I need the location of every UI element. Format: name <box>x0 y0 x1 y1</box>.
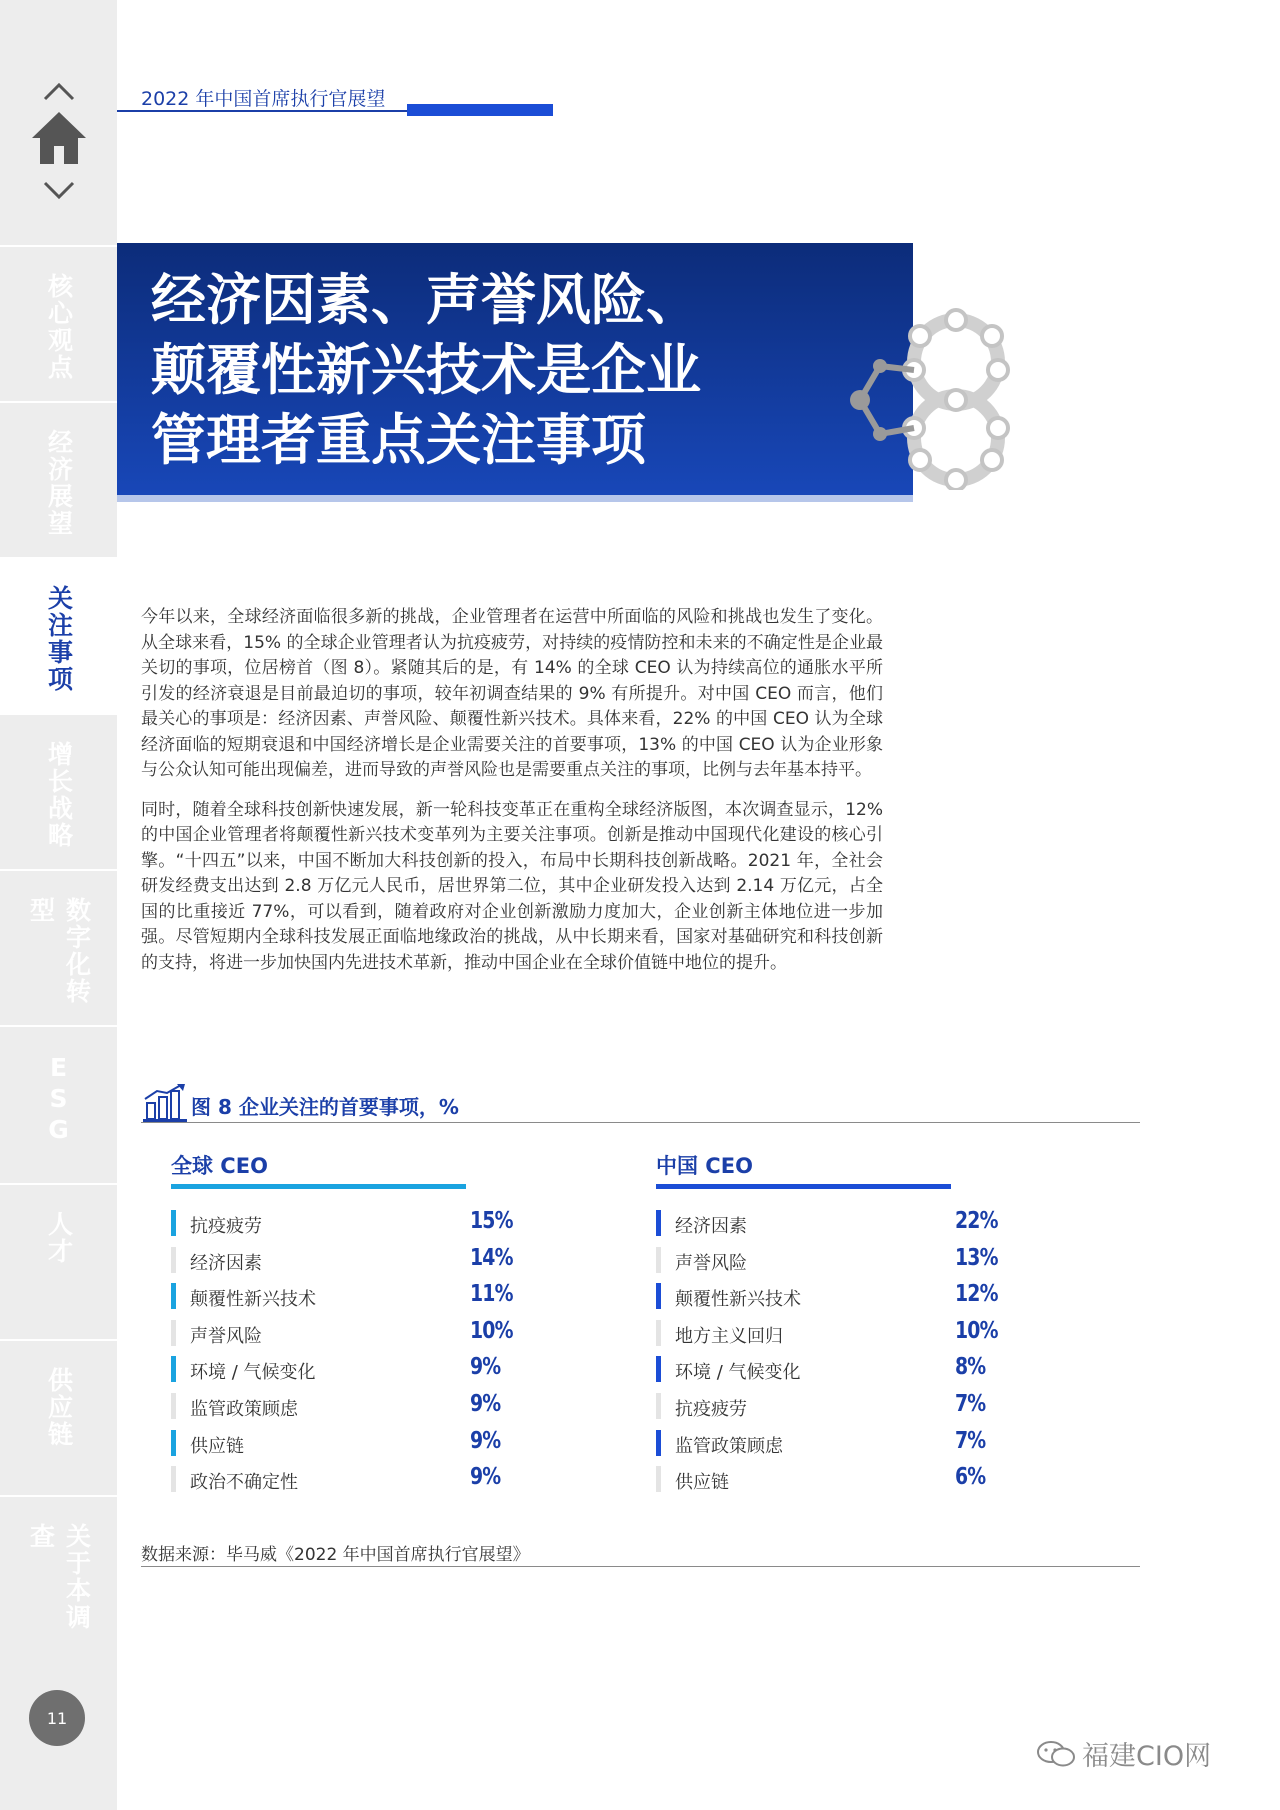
row-label: 供应链 <box>675 1472 729 1494</box>
panel-title: 全球 CEO <box>171 1154 268 1178</box>
row-marker <box>656 1393 661 1419</box>
row-label: 政治不确定性 <box>190 1472 298 1494</box>
row-marker <box>656 1320 661 1346</box>
row-value: 9% <box>470 1354 501 1381</box>
sidebar-tab[interactable] <box>0 401 117 557</box>
table-row <box>656 1425 986 1462</box>
row-value: 12% <box>955 1281 998 1308</box>
sidebar-tab[interactable] <box>0 1025 117 1181</box>
row-marker <box>656 1356 661 1382</box>
watermark <box>1036 1734 1211 1773</box>
table-row <box>171 1315 513 1352</box>
row-label: 监管政策顾虑 <box>675 1435 783 1457</box>
table-row <box>656 1205 998 1242</box>
chevron-up-icon[interactable] <box>42 80 76 102</box>
sidebar-tab-label: 关注事项 <box>44 585 74 693</box>
sidebar-tab-label: 人才 <box>44 1211 74 1265</box>
paragraph: 同时，随着全球科技创新快速发展，新一轮科技变革正在重构全球经济版图，本次调查显示，12% 的中国企业管理者将颠覆性新兴技术变革列为主要关注事项。创新是推动中国现代化建设的核心引擎。“十四五”以来，中国不断加大科技创新的投入，布局中长期科技创新战略。2021 年，全社会研发经费支出达到 2.8 万亿元人民币，居世界第二位，其中企业研发投入达到 2.14 万亿元，占全国的比重接近 77%，可以看到，随着政府对企业创新激励力度加大，企业创新主体地位进一步加强。尽管短期内全球科技发展正面临地缘政治的挑战，从中长期来看，国家对基础研究和科技创新的支持，将进一步加快国内先进技术革新，推动中国企业在全球价值链中地位的提升。 <box>141 799 883 973</box>
row-marker <box>171 1320 176 1346</box>
sidebar-tab[interactable] <box>0 713 117 869</box>
sidebar-tab-label: 关于本调查 <box>26 1523 92 1631</box>
row-label: 供应链 <box>190 1435 244 1457</box>
table-row <box>656 1315 998 1352</box>
row-label: 声誉风险 <box>675 1252 747 1274</box>
row-marker <box>171 1247 176 1273</box>
section-title-line: 经济因素、声誉风险、 <box>151 268 702 332</box>
sidebar-tab[interactable] <box>0 557 117 713</box>
sidebar <box>0 0 117 1810</box>
panel-global-ceo <box>171 1150 513 1498</box>
table-row <box>171 1205 513 1242</box>
row-value: 9% <box>470 1390 501 1417</box>
row-marker <box>171 1283 176 1309</box>
table-row <box>656 1388 986 1425</box>
page-number: 11 <box>29 1690 85 1746</box>
sidebar-tab[interactable] <box>0 1183 117 1339</box>
panel-rule <box>656 1184 951 1189</box>
table-row <box>656 1278 998 1315</box>
figure-title: 图 8 企业关注的首要事项，% <box>191 1095 459 1119</box>
header-rule <box>117 110 407 112</box>
table-row <box>171 1351 501 1388</box>
row-label: 经济因素 <box>190 1252 262 1274</box>
panel-rule <box>171 1184 466 1189</box>
row-value: 14% <box>470 1244 513 1271</box>
bar-chart-icon <box>141 1083 189 1123</box>
sidebar-tab-label: 核心观点 <box>44 273 74 381</box>
sidebar-tab[interactable] <box>0 1495 117 1651</box>
row-value: 7% <box>955 1390 986 1417</box>
row-marker <box>656 1466 661 1492</box>
header-accent-bar <box>407 104 553 116</box>
paragraph: 今年以来，全球经济面临很多新的挑战，企业管理者在运营中所面临的风险和挑战也发生了变化。从全球来看，15% 的全球企业管理者认为抗疫疲劳，对持续的疫情防控和未来的不确定性是企业最关切的事项，位居榜首（图 8）。紧随其后的是，有 14% 的全球 CEO 认为持续高位的通胀水平所引发的经济衰退是目前最迫切的事项，较年初调查结果的 9% 有所提升。对中国 CEO 而言，他们最关心的事项是：经济因素、声誉风险、颠覆性新兴技术。具体来看，22% 的中国 CEO 认为全球经济面临的短期衰退和中国经济增长是企业需要关注的首要事项，13% 的中国 CEO 认为企业形象与公众认知可能出现偏差，进而导致的声誉风险也是需要重点关注的事项，比例与去年基本持平。 <box>141 607 883 780</box>
row-value: 9% <box>470 1464 501 1491</box>
row-label: 环境 / 气候变化 <box>190 1362 316 1384</box>
row-marker <box>171 1430 176 1456</box>
row-label: 颠覆性新兴技术 <box>675 1289 801 1311</box>
sidebar-nav-controls <box>0 0 117 245</box>
sidebar-tab[interactable] <box>0 1339 117 1495</box>
table-row <box>656 1242 998 1279</box>
row-marker <box>171 1466 176 1492</box>
section-banner <box>117 243 913 495</box>
sidebar-tab[interactable] <box>0 245 117 401</box>
table-row <box>171 1388 501 1425</box>
section-title-line: 颠覆性新兴技术是企业 <box>151 338 702 402</box>
row-label: 抗疫疲劳 <box>190 1216 262 1237</box>
row-marker <box>656 1283 661 1309</box>
row-label: 抗疫疲劳 <box>675 1398 747 1420</box>
watermark-text: 福建CIO网 <box>1082 1741 1212 1772</box>
table-row <box>656 1351 986 1388</box>
panel-rows <box>656 1205 998 1498</box>
row-label: 声誉风险 <box>190 1325 262 1347</box>
sidebar-tab-label: 增长战略 <box>44 741 74 849</box>
chevron-down-icon[interactable] <box>42 180 76 202</box>
row-marker <box>171 1210 176 1236</box>
sidebar-tab-label: ESG <box>44 1053 73 1146</box>
row-value: 22% <box>955 1208 998 1234</box>
home-icon[interactable] <box>30 110 88 166</box>
row-value: 7% <box>955 1427 986 1454</box>
row-label: 地方主义回归 <box>675 1325 783 1347</box>
panel-title: 中国 CEO <box>656 1154 753 1178</box>
data-source: 数据来源：毕马威《2022 年中国首席执行官展望》 <box>141 1545 530 1565</box>
report-title: 2022 年中国首席执行官展望 <box>141 88 386 110</box>
row-marker <box>656 1210 661 1236</box>
wechat-icon <box>1036 1739 1076 1769</box>
panel-china-ceo <box>656 1150 998 1498</box>
row-value: 10% <box>470 1317 513 1344</box>
sidebar-tab-label: 供应链 <box>44 1367 74 1448</box>
article-body <box>141 605 883 990</box>
row-value: 15% <box>470 1208 513 1234</box>
row-label: 颠覆性新兴技术 <box>190 1289 316 1311</box>
table-row <box>171 1425 501 1462</box>
row-value: 13% <box>955 1244 998 1271</box>
banner-underline <box>117 495 913 502</box>
row-marker <box>656 1247 661 1273</box>
molecule-decoration-icon <box>846 300 1030 490</box>
row-value: 10% <box>955 1317 998 1344</box>
row-marker <box>656 1430 661 1456</box>
section-title-line: 管理者重点关注事项 <box>151 408 647 472</box>
row-marker <box>171 1356 176 1382</box>
table-row <box>171 1278 513 1315</box>
sidebar-tab[interactable] <box>0 869 117 1025</box>
sidebar-tab-label: 数字化转型 <box>26 897 92 1005</box>
section-title <box>151 265 811 475</box>
row-label: 环境 / 气候变化 <box>675 1362 801 1384</box>
table-row <box>171 1242 513 1279</box>
table-row <box>171 1461 501 1498</box>
panel-rows <box>171 1205 513 1498</box>
row-label: 监管政策顾虑 <box>190 1398 298 1420</box>
figure-header <box>141 1083 1140 1123</box>
source-rule <box>141 1566 1140 1567</box>
row-value: 6% <box>955 1464 986 1491</box>
row-label: 经济因素 <box>675 1216 747 1237</box>
row-value: 11% <box>470 1281 513 1308</box>
row-value: 9% <box>470 1427 501 1454</box>
figure-rule <box>141 1122 1140 1123</box>
row-marker <box>171 1393 176 1419</box>
table-row <box>656 1461 986 1498</box>
sidebar-tab-label: 经济展望 <box>44 429 74 537</box>
row-value: 8% <box>955 1354 986 1381</box>
